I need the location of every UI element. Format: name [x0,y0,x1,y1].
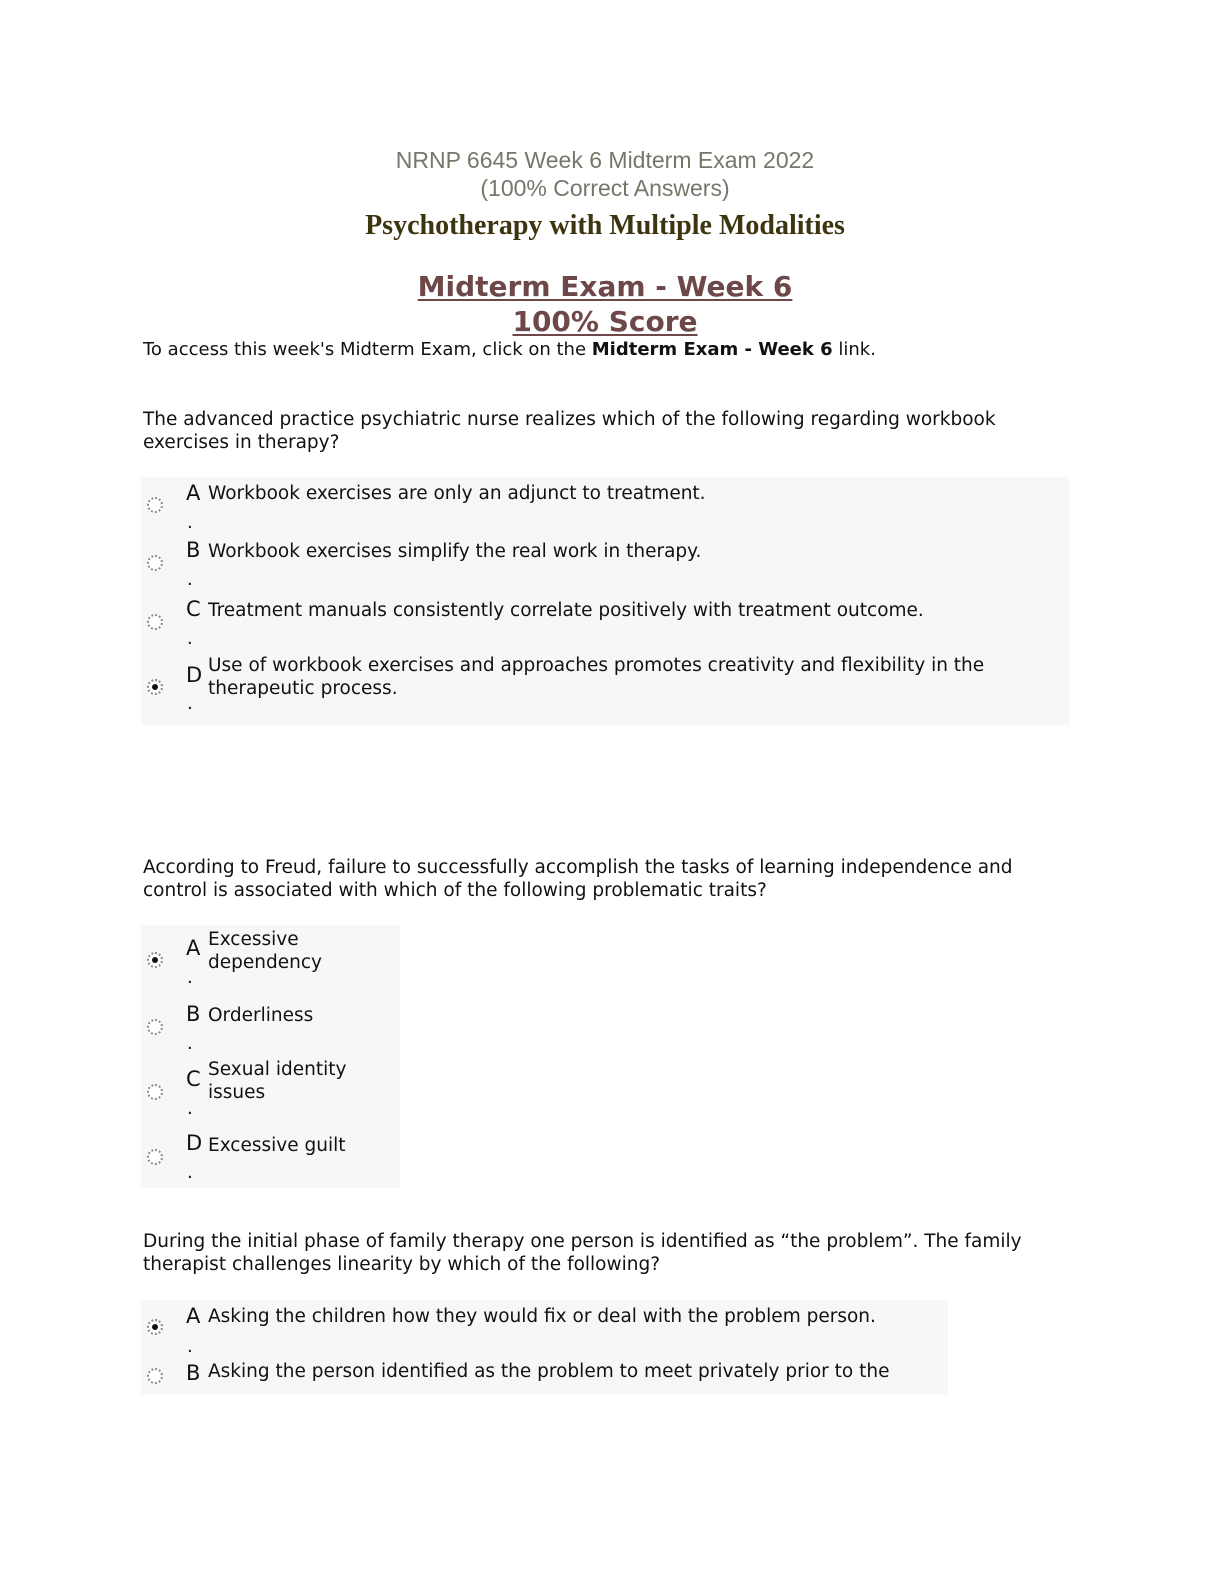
score-heading: 100% Score [512,305,698,338]
choice-text: Use of workbook exercises and approaches promotes creativity and flexibility in the therapeutic process. [208,655,985,699]
radio-button[interactable] [147,1149,163,1165]
intro-suffix: link. [832,339,876,360]
question-1-choices: A . Workbook exercises are only an adjunct to treatment. B . Workbook exercises simplify the real work in therapy. C . Treatment manuals consistently correlate positively with treatment outcome. D . Use of workbook exercises and approaches promotes creativity and flexibility in the therapeutic process. [141,477,1069,725]
choice-text: Asking the children how they would fix or deal with the problem person. [208,1306,876,1327]
document-title: NRNP 6645 Week 6 Midterm Exam 2022 [395,147,815,173]
intro-text [143,339,876,361]
radio-button[interactable] [147,497,163,513]
radio-button[interactable] [147,614,163,630]
radio-button-selected[interactable] [147,952,163,968]
question-1-text: The advanced practice psychiatric nurse realizes which of the following regarding workbook exercises in therapy? [143,409,996,453]
question-3-text: During the initial phase of family therapy one person is identified as “the problem”. The family therapist challenges linearity by which of the following? [143,1231,1022,1275]
intro-prefix: To access this week's Midterm Exam, click on the [143,339,592,360]
choice-text: Sexual identity issues [208,1059,347,1103]
radio-button[interactable] [147,1084,163,1100]
radio-button-selected[interactable] [147,1319,163,1335]
choice-text: Asking the person identified as the problem to meet privately prior to the [208,1361,890,1382]
course-subtitle: Psychotherapy with Multiple Modalities [365,210,845,241]
choice-text: Workbook exercises simplify the real work in therapy. [208,541,702,562]
choice-text: Excessive dependency [208,929,322,973]
question-2-text: According to Freud, failure to successfully accomplish the tasks of learning independence and control is associated with which of the following problematic traits? [143,857,1013,901]
question-3-choices: A . Asking the children how they would fix or deal with the problem person. B Asking the person identified as the problem to meet privately prior to the [141,1300,948,1394]
choice-text: Workbook exercises are only an adjunct to treatment. [208,483,706,504]
radio-button[interactable] [147,1019,163,1035]
document-title-subline: (100% Correct Answers) [480,175,730,201]
question-2-choices: A . Excessive dependency B . Orderliness C . Sexual identity issues D . Excessive guilt [141,925,400,1188]
midterm-exam-link[interactable]: Midterm Exam - Week 6 [591,339,833,360]
choice-text: Orderliness [208,1005,314,1026]
choice-text: Treatment manuals consistently correlate positively with treatment outcome. [208,600,924,621]
choice-text: Excessive guilt [208,1135,346,1156]
radio-button[interactable] [147,1368,163,1384]
exam-heading: Midterm Exam - Week 6 [417,270,793,303]
radio-button-selected[interactable] [147,679,163,695]
radio-button[interactable] [147,555,163,571]
